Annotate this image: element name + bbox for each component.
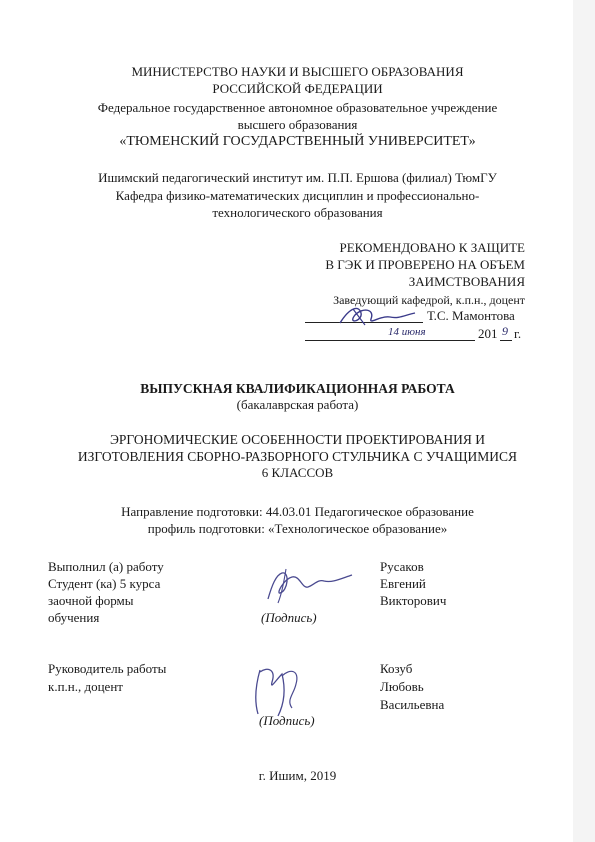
- student-label4: обучения: [48, 610, 100, 625]
- student-label1: Выполнил (а) работу: [48, 559, 164, 574]
- student-label3: заочной формы: [48, 593, 134, 608]
- supervisor-signature-label: (Подпись): [259, 713, 315, 728]
- year-digit: 9: [502, 324, 508, 338]
- institution-type-line: Федеральное государственное автономное образовательное учреждение: [97, 100, 498, 115]
- student-patronymic: Викторович: [380, 593, 447, 608]
- head-name: Т.С. Мамонтова: [427, 308, 515, 323]
- approval-line1: РЕКОМЕНДОВАНО К ЗАЩИТЕ: [339, 240, 525, 255]
- supervisor-label2: к.п.н., доцент: [48, 679, 123, 694]
- approval-line3: ЗАИМСТВОВАНИЯ: [408, 274, 525, 289]
- city-year: г. Ишим, 2019: [258, 768, 337, 783]
- work-type: ВЫПУСКНАЯ КВАЛИФИКАЦИОННАЯ РАБОТА: [140, 381, 455, 396]
- ministry-line: МИНИСТЕРСТВО НАУКИ И ВЫСШЕГО ОБРАЗОВАНИЯ: [131, 64, 464, 79]
- work-subtype: (бакалаврская работа): [236, 397, 359, 412]
- work-title-line2: ИЗГОТОВЛЕНИЯ СБОРНО-РАЗБОРНОГО СТУЛЬЧИКА С УЧАЩИМИСЯ: [77, 449, 518, 464]
- study-profile: профиль подготовки: «Технологическое образование»: [147, 521, 448, 536]
- work-title-line3: 6 КЛАССОВ: [261, 465, 334, 480]
- approval-date: 14 июня: [388, 326, 426, 338]
- supervisor-first-name: Любовь: [380, 679, 424, 694]
- year-line: [500, 340, 512, 341]
- student-signature-icon: [258, 565, 358, 607]
- study-direction: Направление подготовки: 44.03.01 Педагогическое образование: [121, 504, 474, 519]
- work-title-line1: ЭРГОНОМИЧЕСКИЕ ОСОБЕННОСТИ ПРОЕКТИРОВАНИЯ И: [109, 432, 486, 447]
- supervisor-patronymic: Васильевна: [380, 697, 445, 712]
- department-line1: Кафедра физико-математических дисциплин и профессионально-: [115, 188, 480, 203]
- education-level-line: высшего образования: [237, 117, 358, 132]
- student-first-name: Евгений: [380, 576, 426, 591]
- date-line: [305, 340, 475, 341]
- institute-name: Ишимский педагогический институт им. П.П. Ершова (филиал) ТюмГУ: [98, 170, 497, 185]
- approval-line2: В ГЭК И ПРОВЕРЕНО НА ОБЪЕМ: [325, 257, 525, 272]
- university-name: «ТЮМЕНСКИЙ ГОСУДАРСТВЕННЫЙ УНИВЕРСИТЕТ»: [119, 134, 476, 149]
- year-suffix: г.: [514, 326, 522, 341]
- student-label2: Студент (ка) 5 курса: [48, 576, 161, 591]
- supervisor-label1: Руководитель работы: [48, 661, 167, 676]
- supervisor-surname: Козуб: [380, 661, 413, 676]
- year-prefix: 201: [478, 326, 498, 341]
- head-position: Заведующий кафедрой, к.п.н., доцент: [333, 293, 525, 307]
- student-surname: Русаков: [380, 559, 424, 574]
- department-line2: технологического образования: [212, 205, 383, 220]
- student-signature-label: (Подпись): [261, 610, 317, 625]
- federation-line: РОССИЙСКОЙ ФЕДЕРАЦИИ: [212, 81, 383, 96]
